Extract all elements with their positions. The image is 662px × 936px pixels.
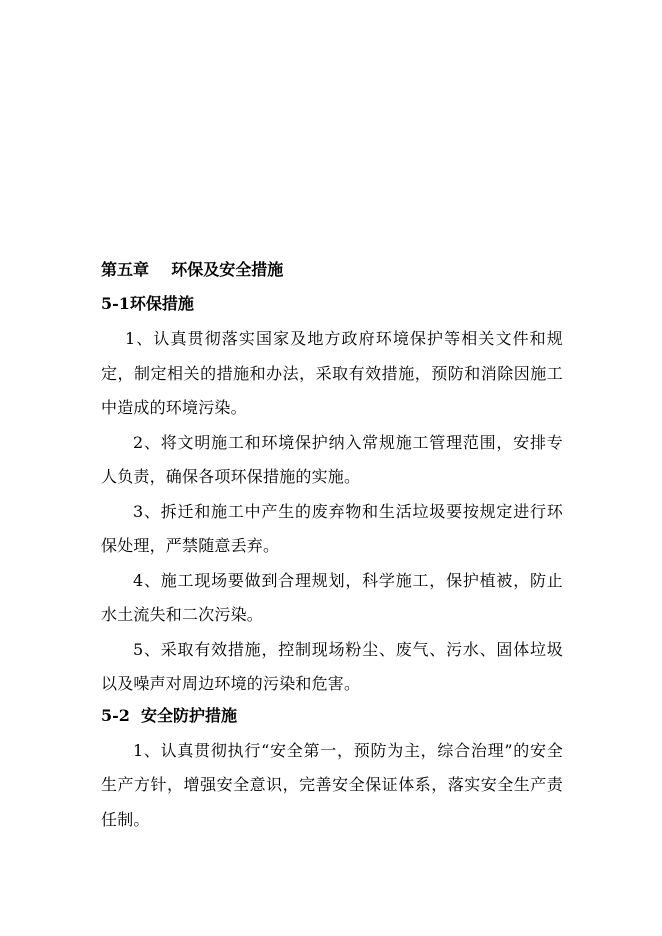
paragraph: 1、认真贯彻落实国家及地方政府环境保护等相关文件和规定，制定相关的措施和办法，采取有效措施，预防和消除因施工中造成的环境污染。 — [101, 329, 563, 417]
paragraph: 2、将文明施工和环境保护纳入常规施工管理范围，安排专人负责，确保各项环保措施的实施。 — [101, 432, 563, 486]
section-safety — [101, 702, 563, 838]
paragraph: 5、采取有效措施，控制现场粉尘、废气、污水、固体垃圾以及噪声对周边环境的污染和危害。 — [101, 639, 563, 693]
paragraph: 1、认真贯彻执行“安全第一，预防为主，综合治理”的安全生产方针，增强安全意识，完善安全保证体系，落实安全生产责任制。 — [101, 740, 563, 829]
document-body — [101, 256, 563, 837]
section-heading: 5-2 安全防护措施 — [101, 705, 238, 725]
chapter-title: 第五章 环保及安全措施 — [101, 260, 284, 279]
paragraph: 4、施工现场要做到合理规划，科学施工，保护植被，防止水土流失和二次污染。 — [101, 570, 563, 624]
paragraph: 3、拆迁和施工中产生的废弃物和生活垃圾要按规定进行环保处理，严禁随意丢弃。 — [101, 501, 563, 555]
section-heading: 5-1环保措施 — [101, 294, 194, 313]
section-environmental — [101, 290, 563, 702]
